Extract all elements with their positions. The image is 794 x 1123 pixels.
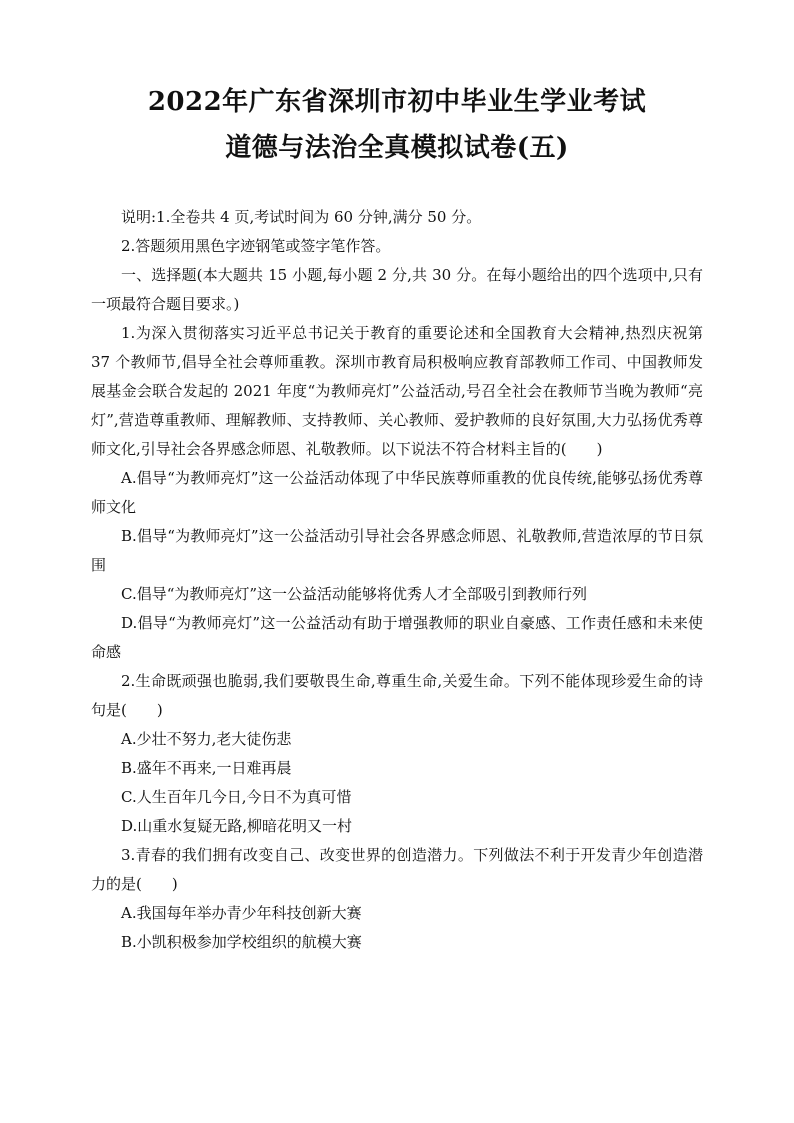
instruction-line-2: 2.答题须用黑色字迹钢笔或签字笔作答。 [121,237,391,255]
question-2-stem: 2.生命既顽强也脆弱,我们要敬畏生命,尊重生命,关爱生命。下列不能体现珍爱生命的诗句是( ) [91,672,703,719]
exam-title-line1: 2022年广东省深圳市初中毕业生学业考试 [147,87,647,117]
exam-title-line2: 道德与法治全真模拟试卷(五) [225,133,569,163]
question-2-option-a: A.少壮不努力,老大徒伤悲 [121,730,292,748]
question-1-option-b: B.倡导“为教师亮灯”这一公益活动引导社会各界感念师恩、礼敬教师,营造浓厚的节日氛围 [91,527,703,574]
question-3-stem: 3.青春的我们拥有改变自己、改变世界的创造潜力。下列做法不利于开发青少年创造潜力的是( ) [91,846,703,893]
exam-body [91,203,703,957]
question-2-option-d: D.山重水复疑无路,柳暗花明又一村 [121,817,353,835]
question-2-option-c: C.人生百年几今日,今日不为真可惜 [121,788,352,806]
question-1-option-a: A.倡导“为教师亮灯”这一公益活动体现了中华民族尊师重教的优良传统,能够弘扬优秀尊师文化 [91,469,703,516]
question-1-stem: 1.为深入贯彻落实习近平总书记关于教育的重要论述和全国教育大会精神,热烈庆祝第 37 个教师节,倡导全社会尊师重教。深圳市教育局积极响应教育部教师工作司、中国教师发展基金会联合发起的 2021 年度“为教师亮灯”公益活动,号召全社会在教师节当晚为教师“亮灯”,营造尊重教师、理解教师、支持教师、关心教师、爱护教师的良好氛围,大力弘扬优秀尊师文化,引导社会各界感念师恩、礼敬教师。以下说法不符合材料主旨的( ) [91,324,703,458]
instruction-line-1: 说明:1.全卷共 4 页,考试时间为 60 分钟,满分 50 分。 [121,208,482,226]
section-heading: 一、选择题(本大题共 15 小题,每小题 2 分,共 30 分。在每小题给出的四个选项中,只有一项最符合题目要求。) [91,266,703,313]
question-2-option-b: B.盛年不再来,一日难再晨 [121,759,292,777]
question-3-option-a: A.我国每年举办青少年科技创新大赛 [121,904,362,922]
question-3-option-b: B.小凯积极参加学校组织的航模大赛 [121,933,362,951]
question-1-option-c: C.倡导“为教师亮灯”这一公益活动能够将优秀人才全部吸引到教师行列 [121,585,588,603]
question-1-option-d: D.倡导“为教师亮灯”这一公益活动有助于增强教师的职业自豪感、工作责任感和未来使命感 [91,614,703,661]
